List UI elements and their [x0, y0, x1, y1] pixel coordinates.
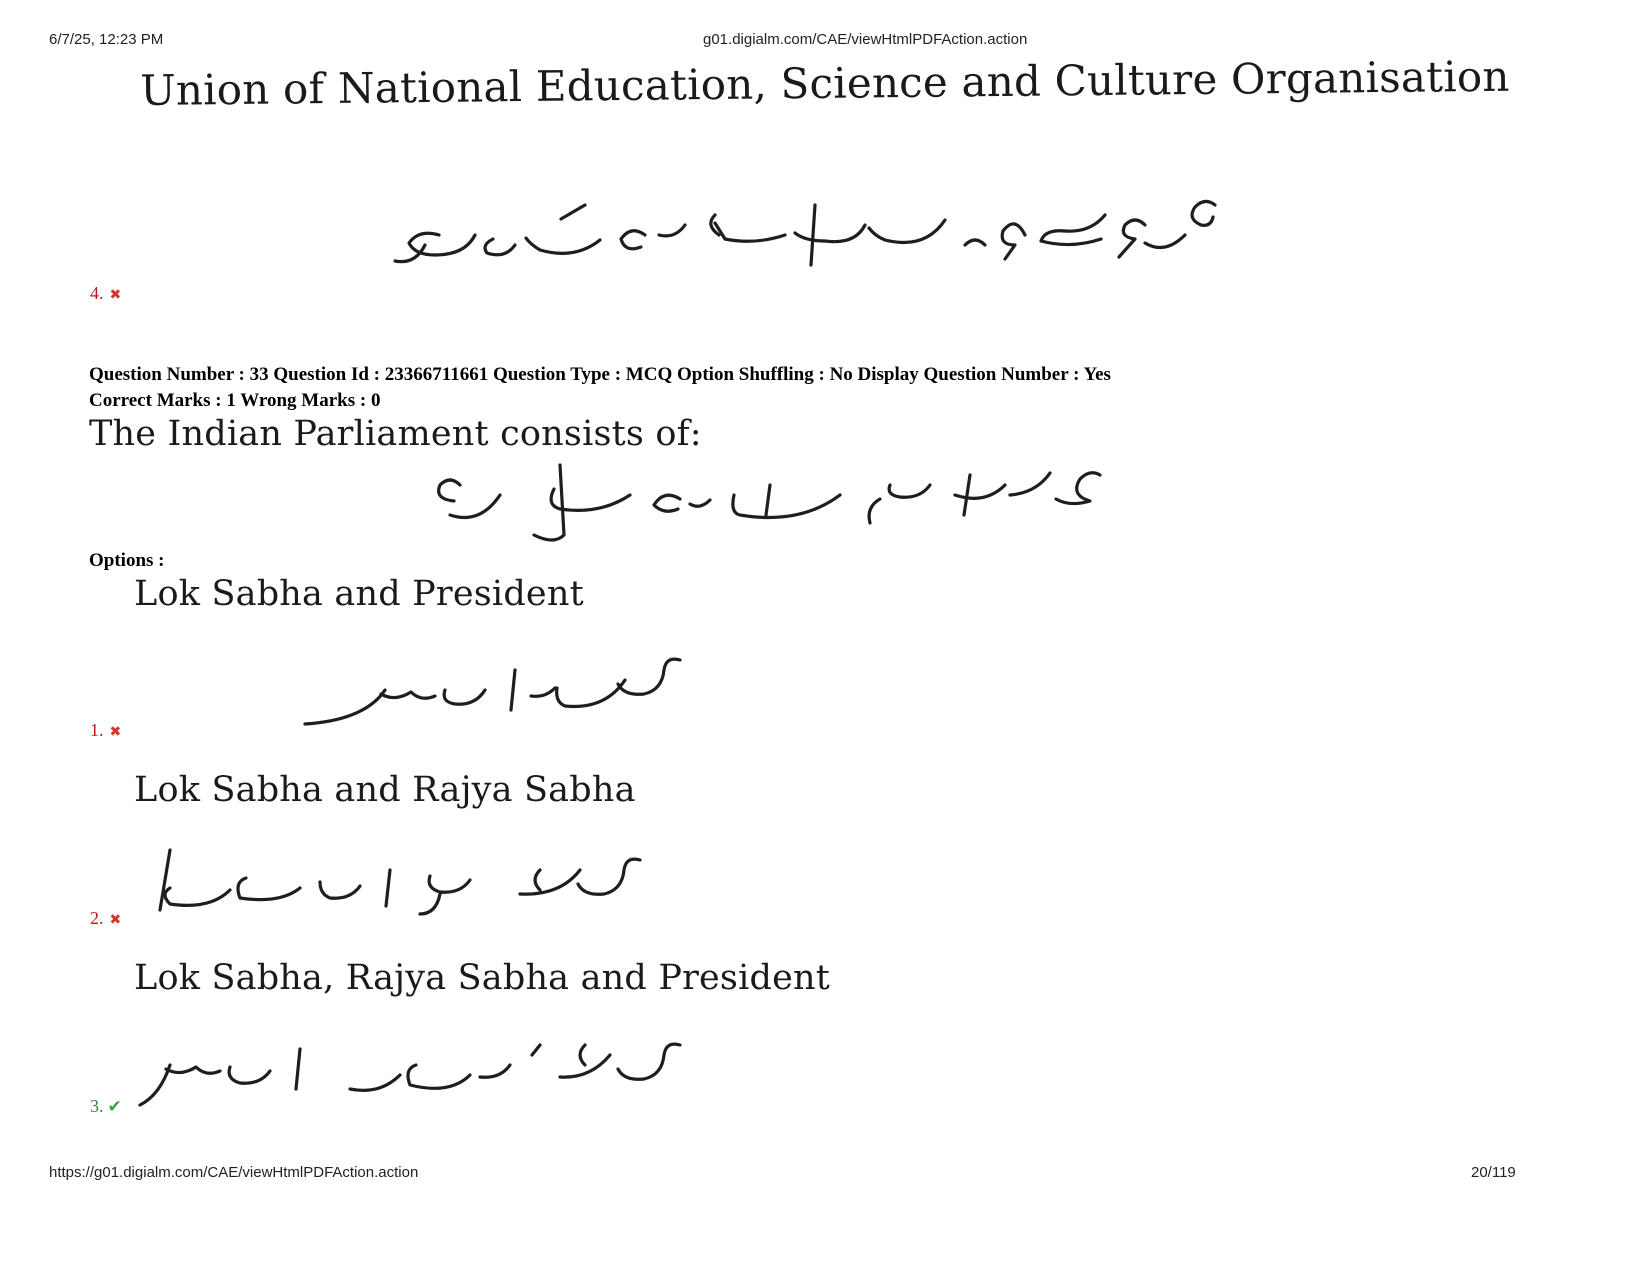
option-2-number: 2. [90, 908, 104, 928]
prev-option-4-row [90, 283, 121, 304]
prev-option-4-english: Union of National Education, Science and Culture Organisation [140, 51, 1510, 115]
print-page-title: g01.digialm.com/CAE/viewHtmlPDFAction.action [703, 31, 1028, 48]
question-english: The Indian Parliament consists of: [89, 414, 702, 454]
option-1-row [90, 720, 121, 741]
cross-icon: ✖ [109, 912, 122, 928]
question-meta-line1: Question Number : 33 Question Id : 23366711661 Question Type : MCQ Option Shuffling : No Display Question Number : Yes [89, 364, 1111, 385]
option-2-english: Lok Sabha and Rajya Sabha [134, 770, 636, 810]
options-label: Options : [89, 550, 165, 571]
option-3-english: Lok Sabha, Rajya Sabha and President [134, 958, 830, 998]
question-urdu-handwriting [410, 455, 1120, 550]
option-3-urdu-handwriting [130, 1025, 700, 1120]
prev-option-4-urdu-handwriting [385, 185, 1235, 305]
option-1-number: 1. [90, 720, 104, 740]
option-3-row [90, 1096, 122, 1117]
prev-option-4-number: 4. [90, 283, 104, 303]
cross-icon: ✖ [109, 287, 122, 303]
print-page-counter: 20/119 [1471, 1164, 1516, 1181]
question-meta-line2: Correct Marks : 1 Wrong Marks : 0 [89, 390, 381, 411]
option-2-row [90, 908, 121, 929]
option-2-urdu-handwriting [140, 840, 660, 930]
print-datetime: 6/7/25, 12:23 PM [49, 31, 164, 48]
cross-icon: ✖ [109, 724, 122, 740]
option-3-number: 3. [90, 1096, 104, 1116]
option-1-urdu-handwriting [295, 650, 695, 740]
print-footer-url: https://g01.digialm.com/CAE/viewHtmlPDFAction.action [49, 1164, 419, 1181]
check-icon: ✔ [107, 1097, 122, 1117]
option-1-english: Lok Sabha and President [134, 574, 584, 614]
